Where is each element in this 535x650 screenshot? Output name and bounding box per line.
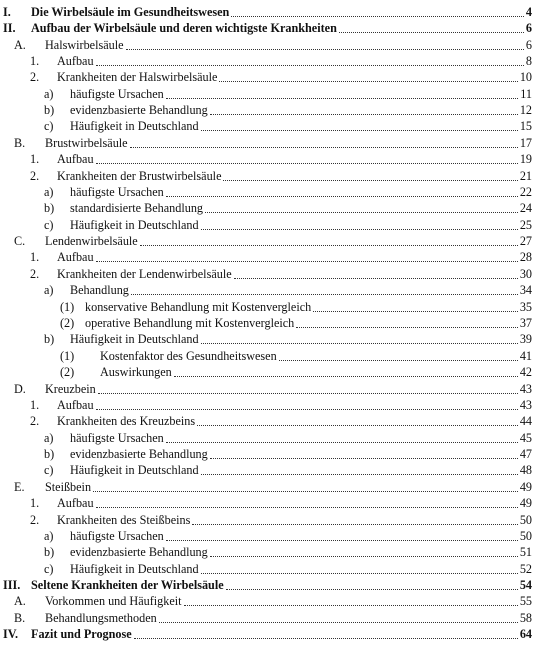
toc-entry-page: 42: [519, 365, 532, 380]
toc-entry[interactable]: [0, 446, 535, 462]
toc-entry-title: Fazit und Prognose: [31, 627, 132, 642]
toc-dot-leader: [197, 425, 518, 426]
toc-entry-number: (1): [60, 299, 75, 314]
toc-entry-title: Krankheiten der Brustwirbelsäule: [57, 168, 222, 183]
toc-entry-number: 2.: [30, 266, 40, 281]
toc-dot-leader: [96, 163, 518, 164]
toc-entry-page: 19: [519, 152, 532, 167]
toc-dot-leader: [96, 261, 518, 262]
toc-entry-title: Kreuzbein: [45, 381, 96, 396]
toc-entry-number: a): [44, 184, 54, 199]
toc-dot-leader: [166, 442, 518, 443]
toc-entry-title: Aufbau: [57, 496, 94, 511]
toc-entry[interactable]: [0, 544, 535, 560]
toc-dot-leader: [134, 638, 518, 639]
toc-entry-number: III.: [3, 578, 21, 593]
toc-entry-number: 1.: [30, 53, 40, 68]
toc-entry-page: 35: [519, 299, 532, 314]
toc-entry-number: 1.: [30, 397, 40, 412]
toc-dot-leader: [219, 81, 518, 82]
toc-entry-title: Krankheiten der Halswirbelsäule: [57, 70, 218, 85]
toc-entry[interactable]: [0, 36, 535, 52]
toc-dot-leader: [174, 376, 518, 377]
toc-entry-page: 58: [519, 610, 532, 625]
toc-dot-leader: [159, 622, 518, 623]
toc-entry-page: 54: [519, 578, 532, 593]
toc-entry-title: Krankheiten des Kreuzbeins: [57, 414, 196, 429]
toc-entry-page: 44: [519, 414, 532, 429]
toc-entry-number: B.: [14, 135, 26, 150]
toc-entry-number: 2.: [30, 414, 40, 429]
toc-entry[interactable]: [0, 69, 535, 85]
toc-entry-title: Häufigkeit in Deutschland: [70, 561, 199, 576]
toc-entry-page: 22: [519, 184, 532, 199]
toc-dot-leader: [166, 196, 518, 197]
toc-entry[interactable]: [0, 315, 535, 331]
toc-dot-leader: [223, 180, 518, 181]
toc-entry-number: 2.: [30, 512, 40, 527]
toc-entry-number: II.: [3, 21, 16, 36]
toc-entry-page: 45: [519, 430, 532, 445]
toc-entry-number: I.: [3, 4, 11, 19]
toc-entry[interactable]: [0, 495, 535, 511]
toc-entry[interactable]: [0, 626, 535, 642]
toc-dot-leader: [313, 311, 518, 312]
toc-entry-title: Seltene Krankheiten der Wirbelsäule: [31, 578, 224, 593]
toc-dot-leader: [205, 212, 518, 213]
toc-dot-leader: [279, 360, 518, 361]
toc-entry-page: 27: [519, 234, 532, 249]
toc-entry[interactable]: [0, 85, 535, 101]
toc-entry-page: 6: [525, 37, 532, 52]
toc-entry[interactable]: [0, 233, 535, 249]
toc-entry-title: Aufbau: [57, 53, 94, 68]
toc-entry[interactable]: [0, 151, 535, 167]
toc-entry[interactable]: [0, 479, 535, 495]
toc-entry-title: Krankheiten des Steißbeins: [57, 512, 191, 527]
toc-entry-number: a): [44, 430, 54, 445]
toc-entry-number: 1.: [30, 250, 40, 265]
toc-entry-page: 48: [519, 463, 532, 478]
toc-dot-leader: [226, 589, 518, 590]
toc-entry-number: c): [44, 561, 54, 576]
toc-entry-title: Häufigkeit in Deutschland: [70, 217, 199, 232]
toc-entry-number: (2): [60, 316, 75, 331]
toc-dot-leader: [166, 98, 518, 99]
toc-entry[interactable]: [0, 20, 535, 36]
toc-entry-title: Behandlung: [70, 283, 129, 298]
toc-entry-number: 2.: [30, 70, 40, 85]
toc-entry-title: häufigste Ursachen: [70, 528, 164, 543]
toc-entry-number: b): [44, 545, 55, 560]
toc-entry-page: 15: [519, 119, 532, 134]
toc-entry-title: Auswirkungen: [100, 365, 172, 380]
toc-entry-page: 39: [519, 332, 532, 347]
toc-entry-title: häufigste Ursachen: [70, 430, 164, 445]
toc-entry-title: konservative Behandlung mit Kostenvergleich: [85, 299, 312, 314]
toc-dot-leader: [131, 294, 518, 295]
toc-entry-page: 25: [519, 217, 532, 232]
toc-entry-number: c): [44, 119, 54, 134]
toc-entry-title: Behandlungsmethoden: [45, 610, 157, 625]
toc-dot-leader: [140, 245, 518, 246]
toc-entry-number: D.: [14, 381, 26, 396]
toc-entry-title: Krankheiten der Lendenwirbelsäule: [57, 266, 232, 281]
toc-entry-title: operative Behandlung mit Kostenvergleich: [85, 316, 295, 331]
toc-entry-title: Halswirbelsäule: [45, 37, 124, 52]
toc-entry[interactable]: [0, 397, 535, 413]
toc-entry-title: standardisierte Behandlung: [70, 201, 204, 216]
toc-entry-page: 12: [519, 103, 532, 118]
toc-entry-page: 28: [519, 250, 532, 265]
toc-entry-title: evidenzbasierte Behandlung: [70, 545, 208, 560]
toc-dot-leader: [339, 32, 524, 33]
toc-entry-number: IV.: [3, 627, 19, 642]
toc-entry[interactable]: [0, 266, 535, 282]
toc-dot-leader: [96, 409, 518, 410]
toc-entry-title: Steißbein: [45, 479, 92, 494]
toc-entry-number: E.: [14, 479, 25, 494]
toc-entry-page: 4: [525, 4, 532, 19]
toc-entry-page: 55: [519, 594, 532, 609]
toc-entry-number: C.: [14, 234, 26, 249]
toc-entry-number: A.: [14, 594, 26, 609]
toc-entry[interactable]: [0, 331, 535, 347]
toc-dot-leader: [184, 605, 518, 606]
toc-entry-title: Aufbau: [57, 152, 94, 167]
toc-entry-number: b): [44, 447, 55, 462]
toc-entry-page: 41: [519, 348, 532, 363]
toc-dot-leader: [210, 458, 518, 459]
toc-entry[interactable]: [0, 413, 535, 429]
toc-entry[interactable]: [0, 102, 535, 118]
toc-entry-title: häufigste Ursachen: [70, 184, 164, 199]
toc-entry-title: Aufbau der Wirbelsäule und deren wichtigste Krankheiten: [31, 21, 337, 36]
toc-entry-page: 11: [520, 86, 532, 101]
toc-entry-page: 50: [519, 512, 532, 527]
toc-entry-page: 43: [519, 397, 532, 412]
toc-entry-title: Die Wirbelsäule im Gesundheitswesen: [31, 4, 230, 19]
toc-entry[interactable]: [0, 528, 535, 544]
toc-entry-page: 49: [519, 479, 532, 494]
toc-entry[interactable]: [0, 249, 535, 265]
toc-entry-number: 2.: [30, 168, 40, 183]
toc-dot-leader: [296, 327, 518, 328]
toc-entry-page: 37: [519, 316, 532, 331]
toc-entry-number: a): [44, 283, 54, 298]
toc-entry-number: c): [44, 217, 54, 232]
toc-entry-page: 47: [519, 447, 532, 462]
toc-dot-leader: [234, 278, 518, 279]
toc-entry-title: Vorkommen und Häufigkeit: [45, 594, 182, 609]
toc-entry[interactable]: [0, 429, 535, 445]
toc-entry-title: Häufigkeit in Deutschland: [70, 119, 199, 134]
toc-entry-page: 17: [519, 135, 532, 150]
toc-entry-page: 52: [519, 561, 532, 576]
toc-entry-page: 21: [519, 168, 532, 183]
toc-entry-title: Aufbau: [57, 397, 94, 412]
toc-entry[interactable]: [0, 167, 535, 183]
toc-entry-number: B.: [14, 610, 26, 625]
toc-entry-title: Häufigkeit in Deutschland: [70, 463, 199, 478]
toc-entry-page: 50: [519, 528, 532, 543]
toc-entry[interactable]: [0, 200, 535, 216]
toc-dot-leader: [93, 491, 518, 492]
toc-entry[interactable]: [0, 560, 535, 576]
toc-entry-number: b): [44, 201, 55, 216]
toc-dot-leader: [201, 573, 518, 574]
toc-dot-leader: [96, 507, 518, 508]
toc-entry-number: A.: [14, 37, 26, 52]
toc-entry-number: b): [44, 332, 55, 347]
toc-entry-page: 24: [519, 201, 532, 216]
toc-dot-leader: [210, 556, 518, 557]
toc-entry[interactable]: [0, 282, 535, 298]
toc-entry-page: 43: [519, 381, 532, 396]
toc-entry-page: 30: [519, 266, 532, 281]
toc-entry-title: Aufbau: [57, 250, 94, 265]
toc-entry-number: 1.: [30, 496, 40, 511]
toc-entry-page: 34: [519, 283, 532, 298]
toc-dot-leader: [192, 524, 518, 525]
toc-entry[interactable]: [0, 511, 535, 527]
toc-entry[interactable]: [0, 298, 535, 314]
toc-entry-page: 49: [519, 496, 532, 511]
toc-entry[interactable]: [0, 53, 535, 69]
toc-entry-page: 51: [519, 545, 532, 560]
toc-entry-number: 1.: [30, 152, 40, 167]
toc-entry[interactable]: [0, 118, 535, 134]
toc-dot-leader: [201, 130, 518, 131]
toc-entry-number: a): [44, 86, 54, 101]
toc-dot-leader: [210, 114, 518, 115]
toc-entry[interactable]: [0, 380, 535, 396]
toc-entry[interactable]: [0, 4, 535, 20]
toc-entry[interactable]: [0, 593, 535, 609]
toc-entry-title: evidenzbasierte Behandlung: [70, 447, 208, 462]
toc-entry-title: evidenzbasierte Behandlung: [70, 103, 208, 118]
toc-entry-title: Häufigkeit in Deutschland: [70, 332, 199, 347]
toc-entry-title: häufigste Ursachen: [70, 86, 164, 101]
toc-entry-page: 64: [519, 627, 532, 642]
toc-dot-leader: [201, 474, 518, 475]
toc-dot-leader: [98, 393, 518, 394]
toc-entry-title: Lendenwirbelsäule: [45, 234, 138, 249]
toc-entry-number: (1): [60, 348, 75, 363]
toc-dot-leader: [166, 540, 518, 541]
toc-entry[interactable]: [0, 135, 535, 151]
toc-entry[interactable]: [0, 184, 535, 200]
toc-entry[interactable]: [0, 610, 535, 626]
toc-entry[interactable]: [0, 577, 535, 593]
toc-dot-leader: [201, 229, 518, 230]
toc-dot-leader: [96, 65, 524, 66]
toc-entry[interactable]: [0, 462, 535, 478]
toc-entry[interactable]: [0, 347, 535, 363]
toc-entry-number: a): [44, 528, 54, 543]
toc-entry-number: c): [44, 463, 54, 478]
toc-entry-number: b): [44, 103, 55, 118]
toc-entry-title: Kostenfaktor des Gesundheitswesen: [100, 348, 277, 363]
toc-entry-page: 6: [525, 21, 532, 36]
toc-entry-number: (2): [60, 365, 75, 380]
toc-entry-page: 8: [525, 53, 532, 68]
toc-dot-leader: [201, 343, 518, 344]
toc-entry[interactable]: [0, 216, 535, 232]
toc-entry-page: 10: [519, 70, 532, 85]
toc-dot-leader: [126, 49, 524, 50]
toc-entry-title: Brustwirbelsäule: [45, 135, 128, 150]
toc-dot-leader: [130, 147, 518, 148]
toc-dot-leader: [231, 16, 524, 17]
toc-entry[interactable]: [0, 364, 535, 380]
